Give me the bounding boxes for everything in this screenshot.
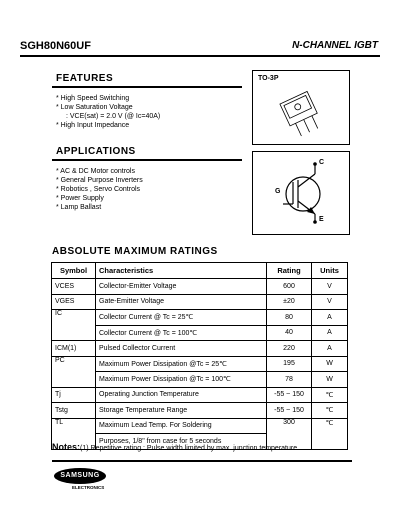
cell-char: Maximum Lead Temp. For Soldering [96, 418, 267, 434]
cell-symbol: ICM(1) [52, 341, 96, 357]
cell-unit: ℃ [312, 403, 348, 419]
table-row [52, 418, 348, 434]
header-rating: Rating [267, 263, 312, 279]
cell-rating: 78 [267, 372, 312, 388]
cell-unit: V [312, 294, 348, 310]
emitter-label: E [319, 216, 324, 223]
cell-symbol: VGES [52, 294, 96, 310]
cell-char: Collector Current @ Tc = 100℃ [96, 325, 267, 341]
header-symbol: Symbol [52, 263, 96, 279]
application-item: * AC & DC Motor controls [56, 168, 135, 175]
table-row [52, 294, 348, 310]
notes [52, 442, 297, 452]
notes-text: (1) Repetitive rating : Pulse width limited by max. junction temperature [80, 445, 298, 452]
cell-unit: ℃ [312, 387, 348, 403]
ratings-title: ABSOLUTE MAXIMUM RATINGS [52, 246, 218, 257]
application-item: * Robotics , Servo Controls [56, 186, 141, 193]
cell-char: Collector Current @ Tc = 25℃ [96, 310, 267, 326]
cell-rating: 600 [267, 279, 312, 295]
cell-char: Pulsed Collector Current [96, 341, 267, 357]
features-title: FEATURES [56, 73, 114, 84]
application-item: * Power Supply [56, 195, 104, 202]
cell-rating: 220 [267, 341, 312, 357]
symbol-box [252, 151, 350, 235]
cell-symbol: Tj [52, 387, 96, 403]
cell-symbol: TL [52, 418, 96, 449]
cell-char: Maximum Power Dissipation @Tc = 100℃ [96, 372, 267, 388]
application-item: * General Purpose Inverters [56, 177, 143, 184]
applications-list [56, 167, 143, 212]
footer-rule [52, 460, 352, 462]
package-box [252, 70, 350, 145]
cell-rating: 80 [267, 310, 312, 326]
table-row [52, 279, 348, 295]
cell-rating: 300 [267, 418, 312, 449]
applications-title: APPLICATIONS [56, 146, 136, 157]
features-list [56, 94, 160, 130]
table-row [52, 310, 348, 326]
cell-symbol: VCES [52, 279, 96, 295]
feature-item: * High Speed Switching [56, 95, 130, 102]
cell-rating: 40 [267, 325, 312, 341]
part-number: SGH80N60UF [20, 40, 91, 52]
igbt-symbol [253, 152, 349, 234]
cell-unit: W [312, 356, 348, 372]
applications-rule [52, 159, 242, 161]
feature-item: : VCE(sat) = 2.0 V (@ Ic=40A) [66, 113, 161, 120]
table-row [52, 341, 348, 357]
cell-unit: W [312, 372, 348, 388]
notes-label: Notes: [52, 442, 81, 452]
cell-char: Gate-Emitter Voltage [96, 294, 267, 310]
header-characteristics: Characteristics [96, 263, 267, 279]
cell-symbol: Tstg [52, 403, 96, 419]
table-row [52, 387, 348, 403]
cell-char: Maximum Power Dissipation @Tc = 25℃ [96, 356, 267, 372]
samsung-logo [54, 468, 106, 490]
header-units: Units [312, 263, 348, 279]
cell-char: Storage Temperature Range [96, 403, 267, 419]
logo-oval: SAMSUNG [54, 468, 106, 484]
cell-char: Purposes, 1/8" from case for 5 seconds [96, 434, 267, 450]
cell-unit: ℃ [312, 418, 348, 449]
application-item: * Lamp Ballast [56, 204, 102, 211]
cell-unit: A [312, 310, 348, 326]
cell-rating: -55 ~ 150 [267, 387, 312, 403]
cell-char: Collector-Emitter Voltage [96, 279, 267, 295]
cell-unit: A [312, 325, 348, 341]
package-label: TO-3P [258, 75, 279, 82]
table-row [52, 372, 348, 388]
features-rule [52, 86, 242, 88]
cell-rating: -55 ~ 150 [267, 403, 312, 419]
ratings-table [51, 262, 348, 450]
cell-rating: ±20 [267, 294, 312, 310]
cell-unit: V [312, 279, 348, 295]
table-row [52, 356, 348, 372]
cell-char: Operating Junction Temperature [96, 387, 267, 403]
cell-unit: A [312, 341, 348, 357]
device-type: N-CHANNEL IGBT [292, 40, 378, 51]
cell-symbol: IC [52, 310, 96, 341]
feature-item: * Low Saturation Voltage [56, 104, 133, 111]
logo-sub: ELECTRONICS [72, 485, 105, 490]
package-drawing [253, 71, 349, 144]
table-row [52, 325, 348, 341]
cell-rating: 195 [267, 356, 312, 372]
gate-label: G [275, 188, 281, 195]
table-header-row [52, 263, 348, 279]
cell-symbol: PC [52, 356, 96, 387]
feature-item: * High Input Impedance [56, 122, 130, 129]
table-row [52, 403, 348, 419]
collector-label: C [319, 159, 325, 166]
header-rule [20, 55, 380, 57]
